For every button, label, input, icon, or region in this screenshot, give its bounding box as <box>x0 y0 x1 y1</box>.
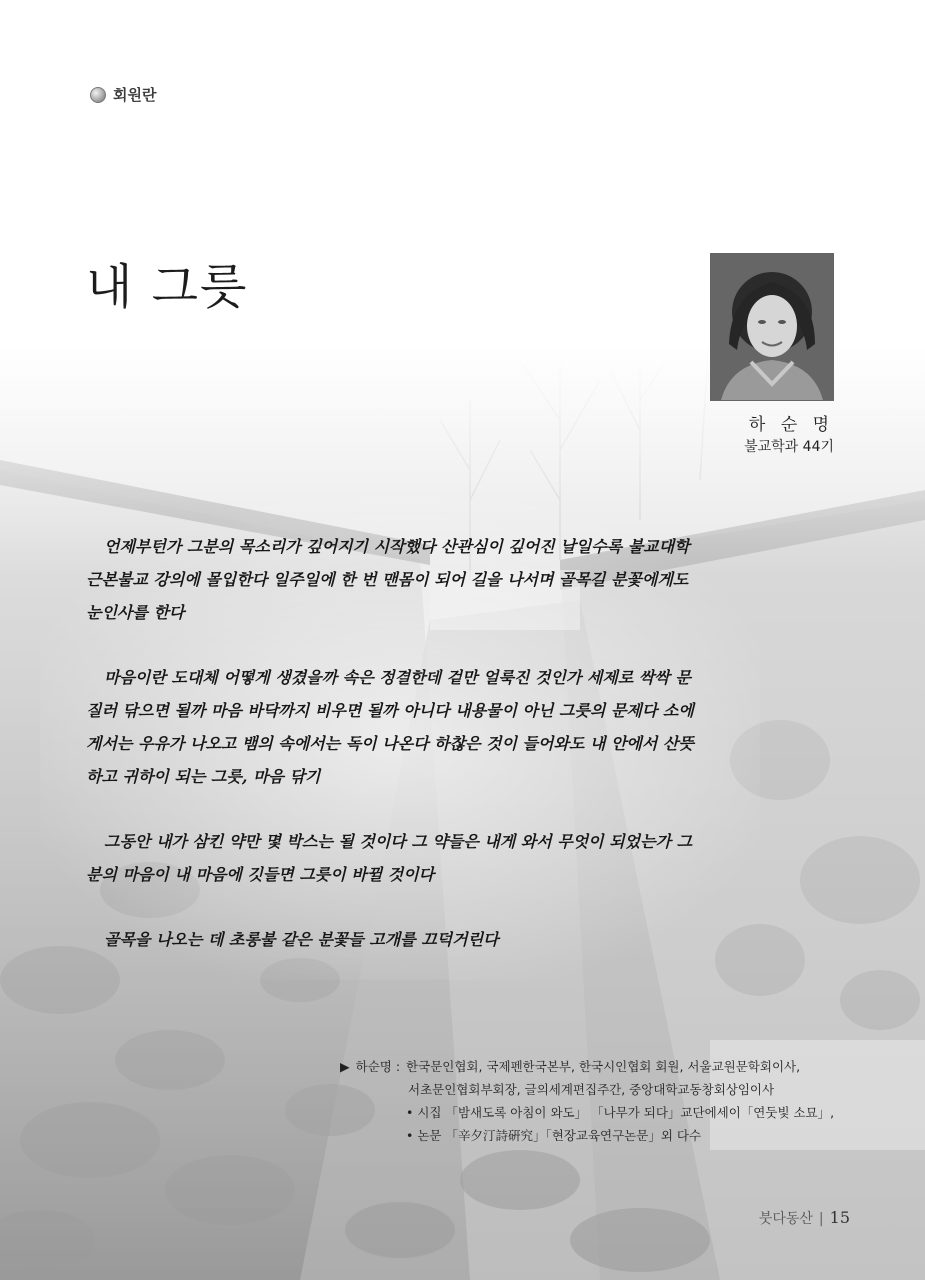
page-number: 15 <box>829 1208 850 1227</box>
bio-thesis-line: • 논문 「辛夕汀詩硏究」「현장교육연구논문」외 다수 <box>406 1128 702 1143</box>
bio-name-label: 하순명 : <box>355 1059 401 1074</box>
bio-first-line <box>340 1055 860 1078</box>
author-name: 하 순 명 <box>748 415 834 435</box>
footer-separator: | <box>818 1211 824 1227</box>
section-label: 회원란 <box>113 86 157 104</box>
author-photo <box>710 253 834 401</box>
body-paragraph: 마음이란 도대체 어떻게 생겼을까 속은 정결한데 겉만 얼룩진 것인가 세제로 싹싹 문질러 닦으면 될까 마음 바닥까지 비우면 될까 아니다 내용물이 아닌 그릇의 문제다 소에게서는 우유가 나오고 뱀의 속에서는 독이 나온다 하찮은 것이 들어와도 내 안에서 산뜻하고 귀하이 되는 그릇, 마음 닦기 <box>86 668 694 786</box>
article-title: 내 그릇 <box>86 259 249 315</box>
bio-line: 한국문인협회, 국제펜한국본부, 한국시인협회 회원, 서울교원문학회이사, <box>406 1059 801 1074</box>
bio-marker-icon: ▶ <box>340 1059 350 1074</box>
page-footer <box>720 1208 850 1228</box>
author-bio <box>340 1055 860 1147</box>
bio-poetry-line: • 시집 「밤새도록 아침이 와도」 「나무가 되다」교단에세이「연둣빛 소묘」, <box>406 1105 835 1120</box>
section-tag <box>90 84 156 105</box>
magazine-name: 붓다동산 <box>758 1211 813 1227</box>
author-department: 불교학과 44기 <box>744 439 834 455</box>
body-paragraph: 그동안 내가 삼킨 약만 몇 박스는 될 것이다 그 약들은 내게 와서 무엇이 되었는가 그분의 마음이 내 마음에 깃들면 그릇이 바뀔 것이다 <box>86 832 693 884</box>
section-bullet-icon <box>90 87 106 103</box>
bio-line: 서초문인협회부회장, 글의세계편집주간, 중앙대학교동창회상임이사 <box>408 1082 775 1097</box>
article-body <box>86 530 696 988</box>
body-paragraph: 골목을 나오는 데 초롱불 같은 분꽃들 고개를 끄덕거린다 <box>104 930 499 949</box>
body-paragraph: 언제부턴가 그분의 목소리가 깊어지기 시작했다 산관심이 깊어진 날일수록 불교대학 근본불교 강의에 몰입한다 일주일에 한 번 맨몸이 되어 길을 나서며 골목길 분꽃에게도 눈인사를 한다 <box>86 537 690 622</box>
